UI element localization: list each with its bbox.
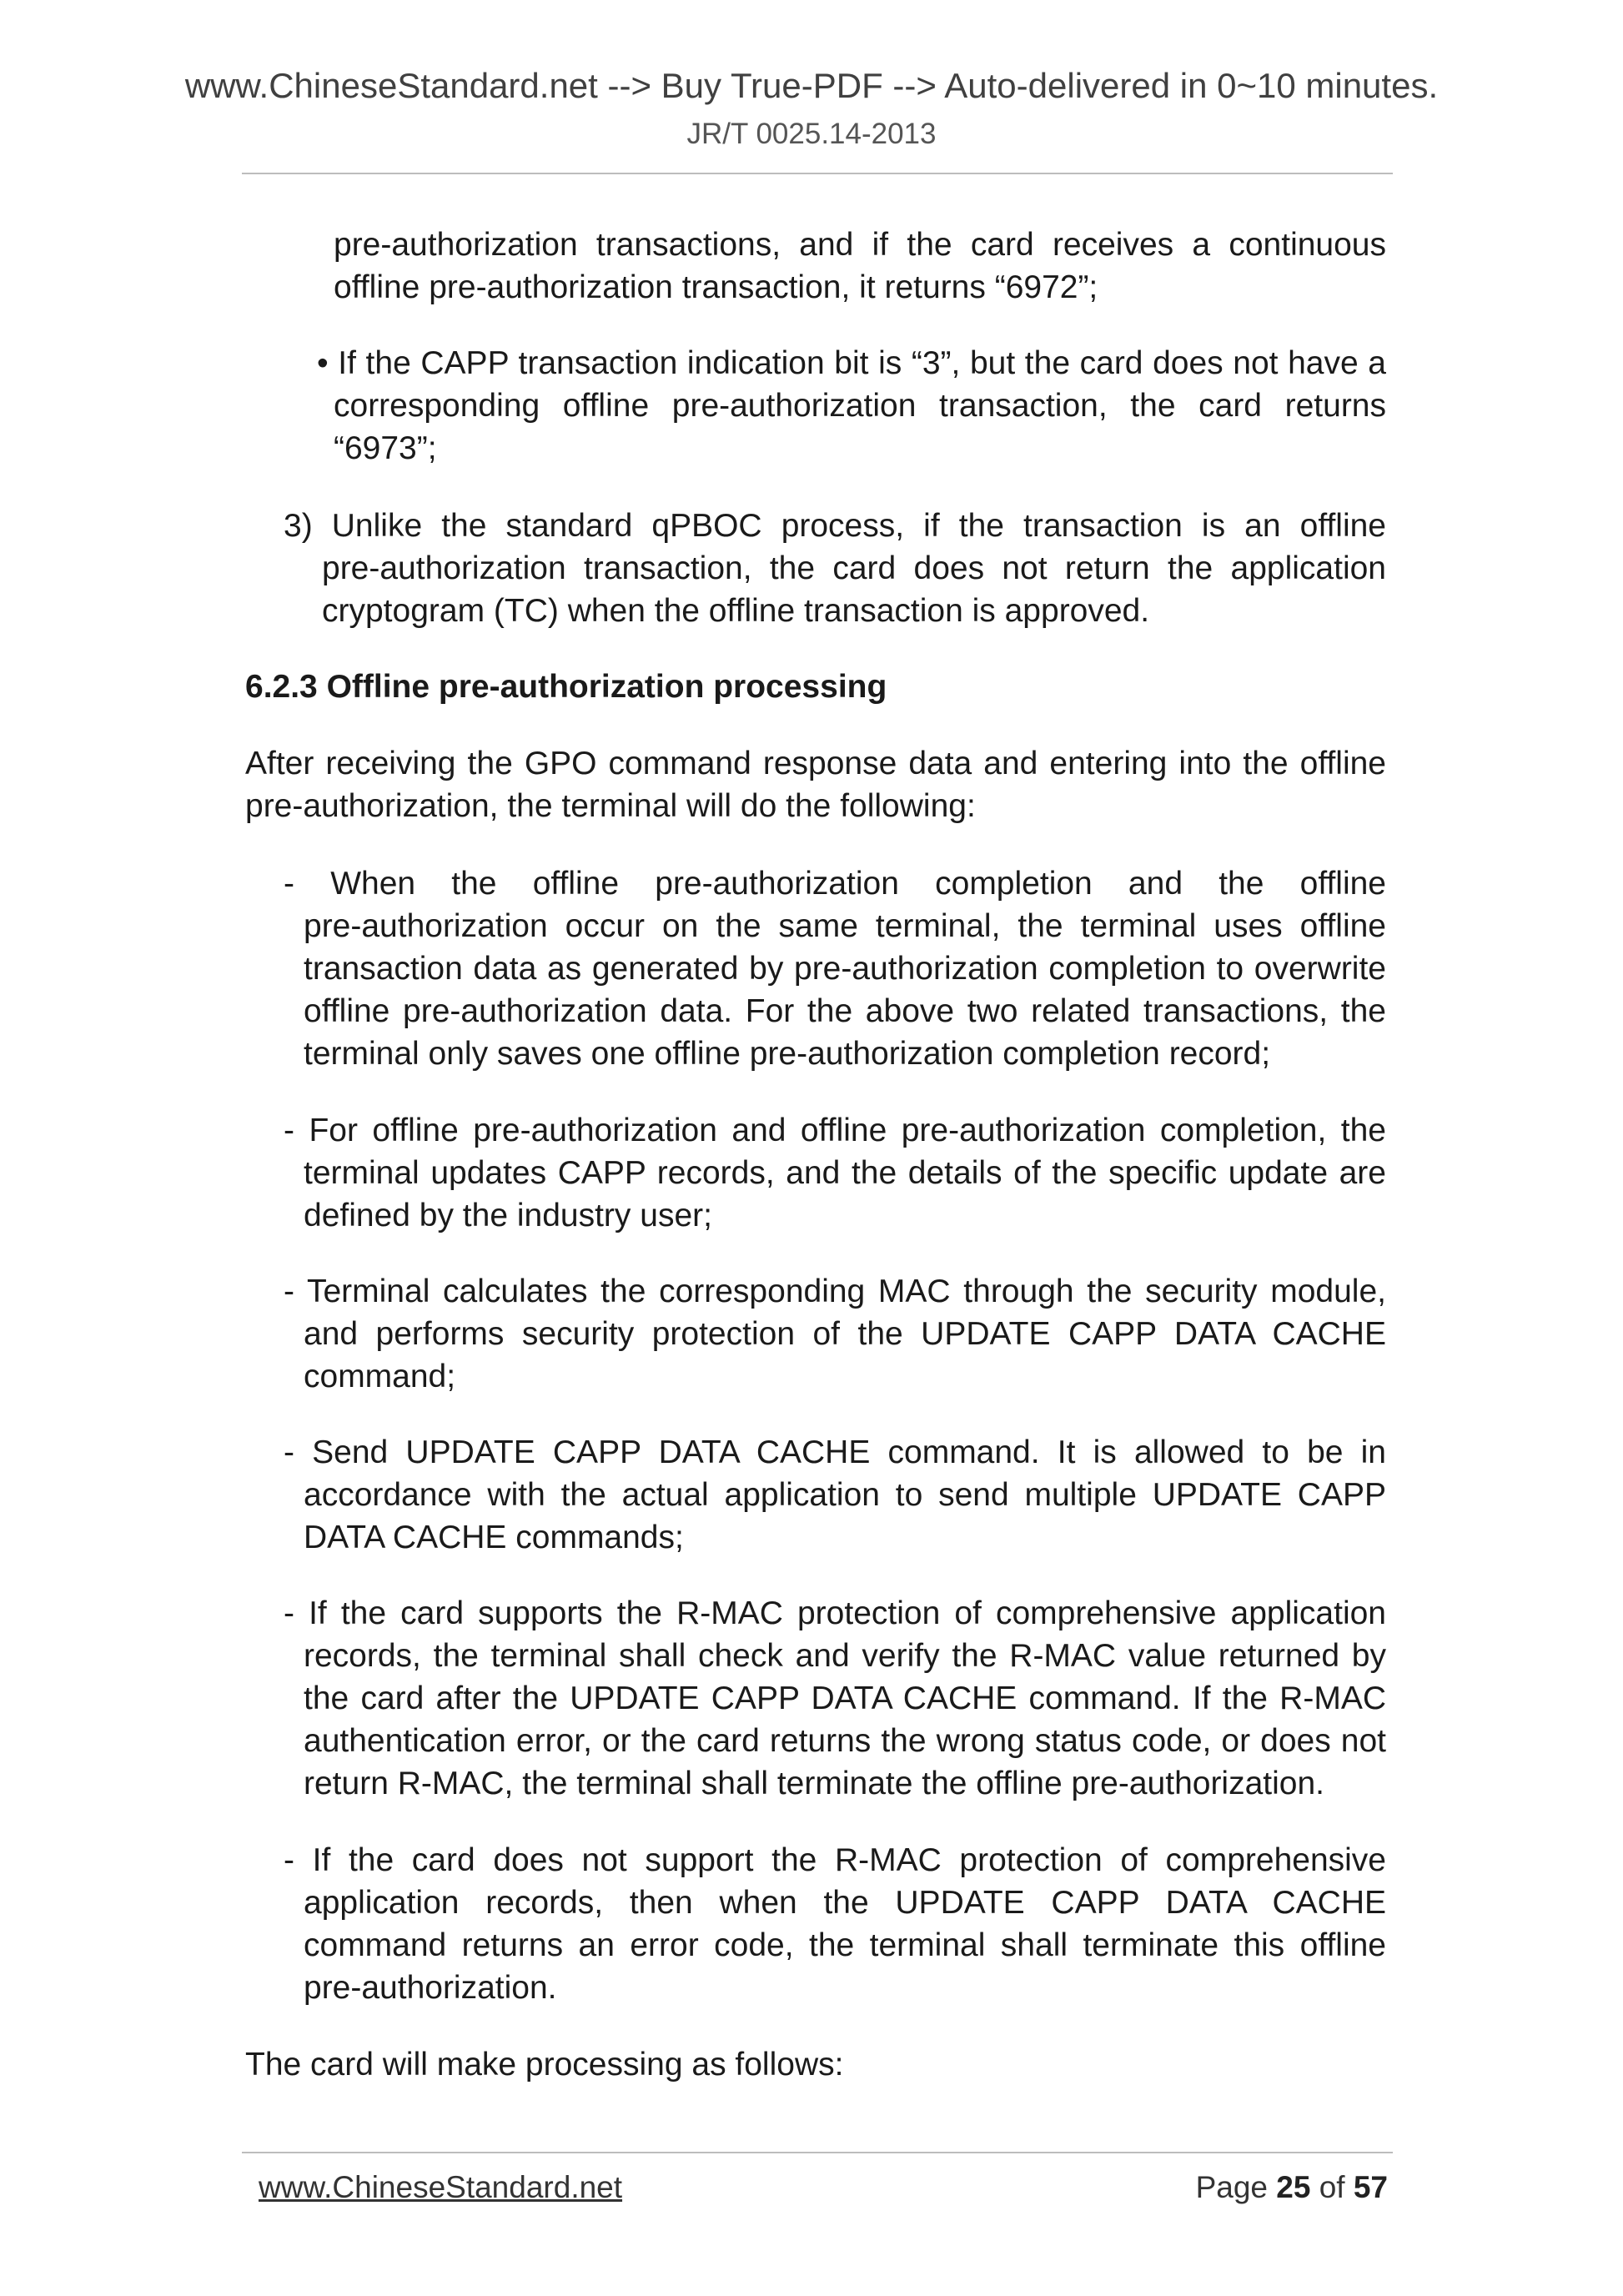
numbered-item-3-rest: pre-authorization transaction, the card does not return the application cryptogram (TC) when the offline transaction is approved.: [322, 550, 1386, 629]
dash-item-5-rest: records, the terminal shall check and verify the R-MAC value returned by the card after the UPDATE CAPP DATA CACHE command. If the R-MAC authentication error, or the card returns the wrong status code, or does not return R-MAC, the terminal shall terminate the offline pre-authorization.: [304, 1638, 1386, 1801]
page-of: of: [1319, 2170, 1345, 2204]
footer-site-link[interactable]: www.ChineseStandard.net: [259, 2170, 623, 2204]
numbered-item-3-line-1: 3) Unlike the standard qPBOC process, if the transaction is an offline: [284, 508, 1386, 544]
dash-item-3-line-1: - Terminal calculates the corresponding MAC through the security module,: [284, 1274, 1386, 1309]
dash-item-4-rest: accordance with the actual application to send multiple UPDATE CAPP DATA CACHE commands;: [304, 1477, 1386, 1555]
continuation-line-1: pre-authorization transactions, and if the card receives a continuous: [334, 227, 1386, 263]
dash-item-4-line-1: - Send UPDATE CAPP DATA CACHE command. It is allowed to be in: [284, 1434, 1386, 1470]
page-prefix: Page: [1195, 2170, 1268, 2204]
bullet-item-line-1: • If the CAPP transaction indication bit is “3”, but the card does not have a: [317, 345, 1386, 381]
bullet-item-rest: corresponding offline pre-authorization transaction, the card returns “6973”;: [334, 388, 1386, 466]
section-heading: 6.2.3 Offline pre-authorization processing: [245, 669, 887, 705]
header-divider: [242, 173, 1393, 174]
dash-item-1-rest: pre-authorization occur on the same terminal, the terminal uses offline transaction data as generated by pre-authorization completion to overwrite offline pre-authorization data. For the above two related transactions, the terminal only saves one offline pre-authorization completion record;: [304, 908, 1386, 1072]
dash-item-6-line-1: - If the card does not support the R-MAC protection of comprehensive: [284, 1842, 1386, 1878]
page-current: 25: [1276, 2170, 1311, 2204]
dash-item-3-rest: and performs security protection of the UPDATE CAPP DATA CACHE command;: [304, 1316, 1386, 1394]
header-banner: www.ChineseStandard.net --> Buy True-PDF --> Auto-delivered in 0~10 minutes.: [184, 66, 1439, 105]
dash-item-2-line-1: - For offline pre-authorization and offline pre-authorization completion, the: [284, 1113, 1386, 1148]
document-id: JR/T 0025.14-2013: [686, 118, 937, 150]
closing-sentence: The card will make processing as follows:: [245, 2047, 844, 2082]
dash-item-6-rest: application records, then when the UPDATE CAPP DATA CACHE command returns an error code, the terminal shall terminate this offline pre-authorization.: [304, 1885, 1386, 2006]
footer-divider: [242, 2152, 1393, 2153]
continuation-line-2: offline pre-authorization transaction, it returns “6972”;: [334, 269, 1098, 305]
intro-paragraph: After receiving the GPO command response data and entering into the offline pre-authorization, the terminal will do the following:: [245, 746, 1386, 824]
page-indicator: [1196, 2168, 1388, 2207]
dash-item-5-line-1: - If the card supports the R-MAC protection of comprehensive application: [284, 1595, 1386, 1631]
dash-item-1-line-1: - When the offline pre-authorization completion and the offline: [284, 866, 1386, 902]
dash-item-2-rest: terminal updates CAPP records, and the details of the specific update are defined by the industry user;: [304, 1155, 1386, 1233]
page-total: 57: [1353, 2170, 1388, 2204]
